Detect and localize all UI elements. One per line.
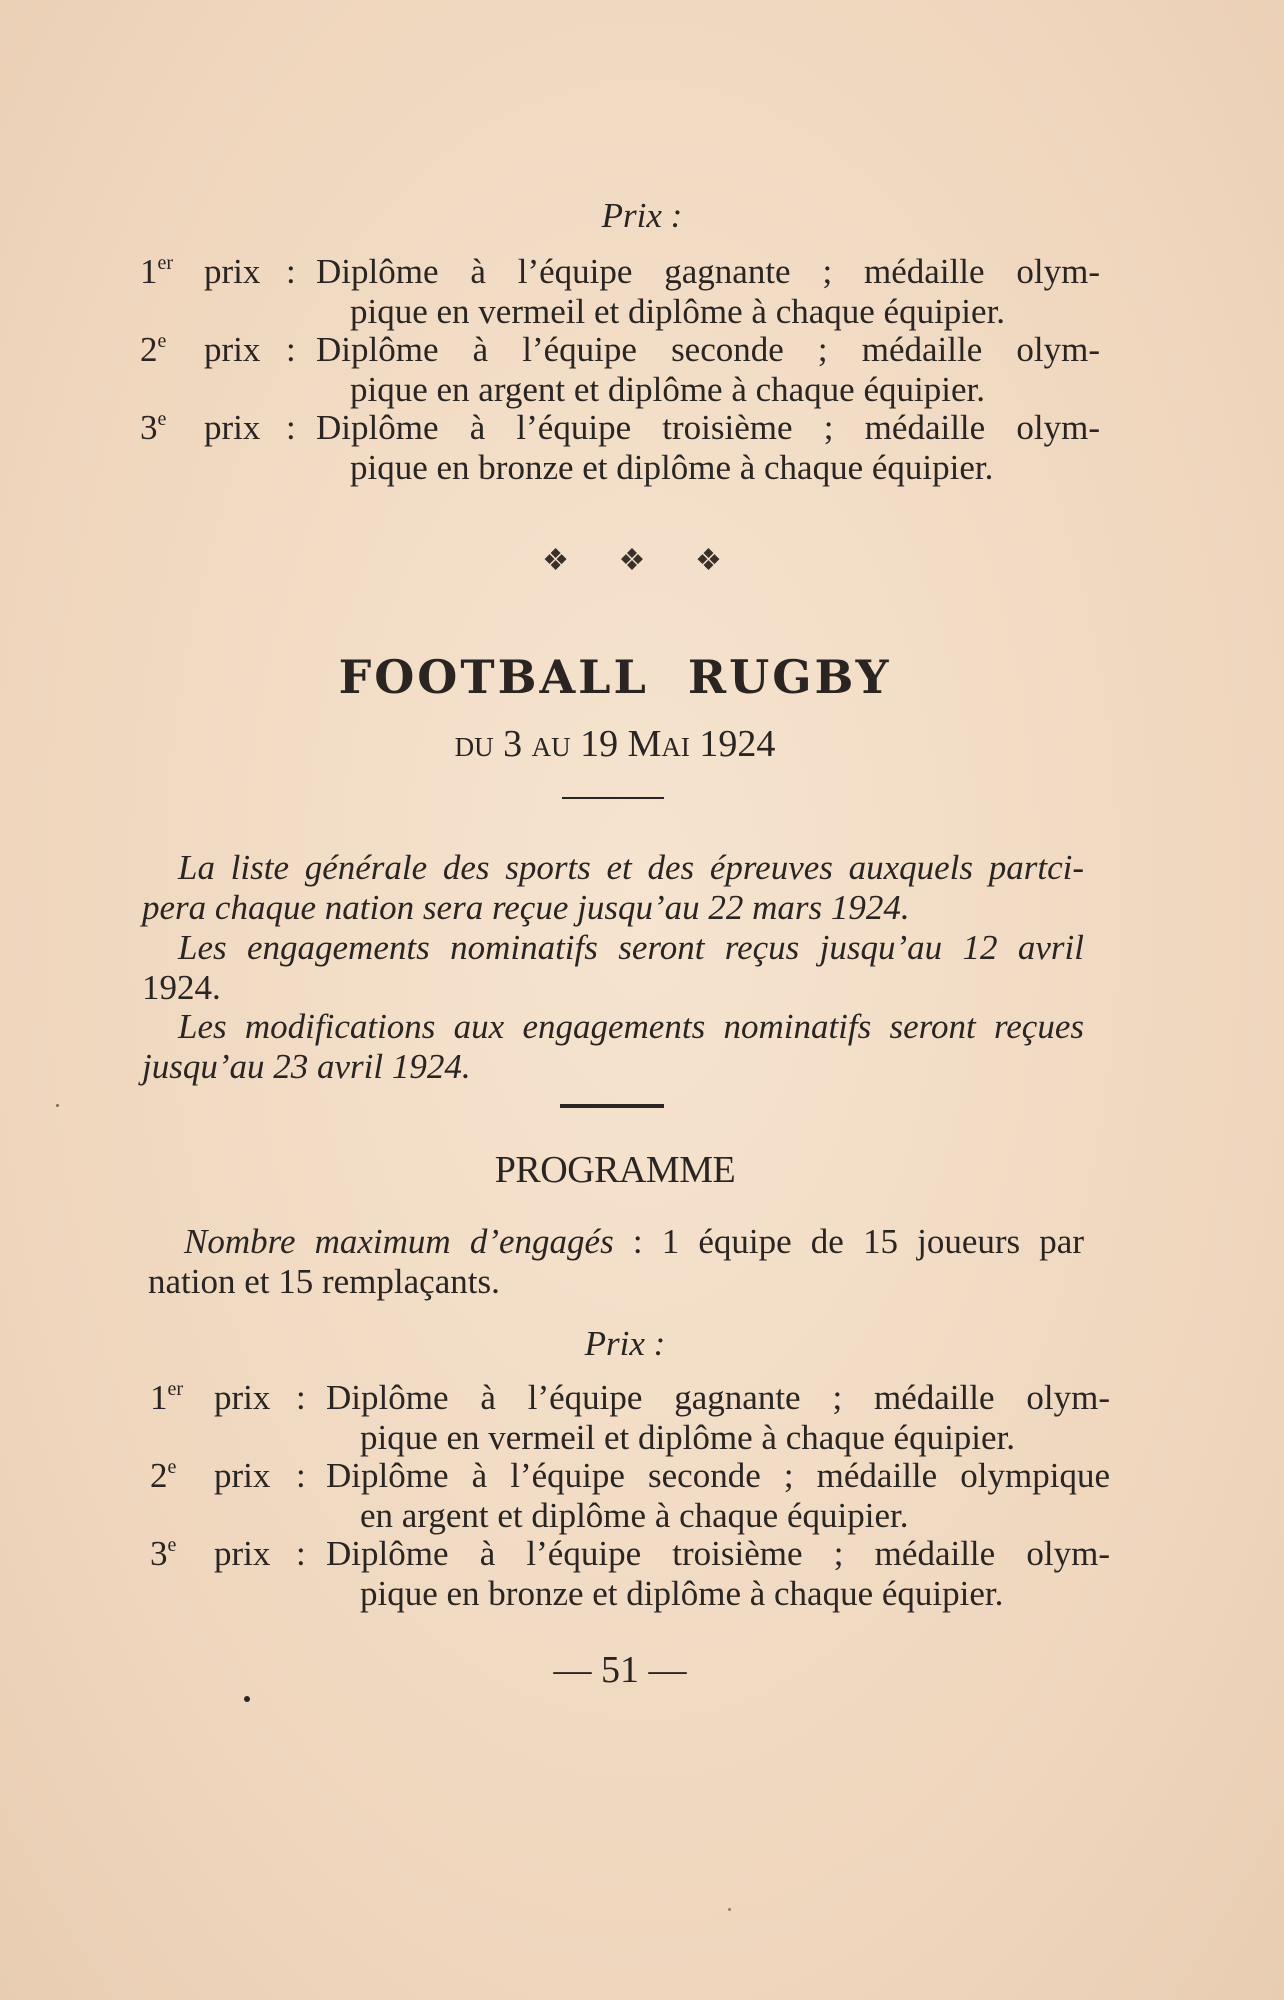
intro-p2-line2: 1924. [142,968,221,1007]
engages-label: Nombre maximum d’engagés [184,1222,614,1261]
intro-p3-line1: Les modifications aux engagements nominatifs seront reçues [178,1007,1084,1046]
prize-rank: 3e [140,408,167,447]
paper-speck [728,1908,731,1911]
engages-line1 [184,1222,1084,1262]
prize-word: prix [214,1378,271,1417]
paper-speck [244,1696,250,1702]
paper-speck [56,1104,59,1107]
prize-word: prix [204,330,261,369]
intro-p3-line2: jusqu’au 23 avril 1924. [142,1047,471,1086]
prize-text-line2: pique en bronze et diplôme à chaque équipier. [350,448,994,487]
prize-text-line1: Diplôme à l’équipe gagnante ; médaille olym- [326,1378,1110,1417]
prize-word: prix [204,252,261,291]
rule-2 [560,1104,664,1108]
prize-word: prix [214,1456,271,1495]
prize-text-line1: Diplôme à l’équipe troisième ; médaille olym- [326,1534,1110,1573]
prize-rank: 1er [150,1378,184,1417]
prize-text-line1: Diplôme à l’équipe seconde ; médaille olympique [326,1456,1110,1495]
prize-rank: 2e [140,330,167,369]
prize-rank: 2e [150,1456,177,1495]
ornament-divider: ❖ ❖ ❖ [542,543,742,578]
section-dates: du 3 au 19 Mai 1924 [454,723,776,765]
programme-heading: PROGRAMME [494,1149,736,1191]
prize-text-line2: en argent et diplôme à chaque équipier. [360,1496,909,1535]
page-number: — 51 — [553,1649,687,1691]
prize-colon: : [286,330,296,369]
intro-p1-line2: pera chaque nation sera reçue jusqu’au 22 mars 1924. [142,888,910,927]
prize-text-line2: pique en bronze et diplôme à chaque équipier. [360,1574,1004,1613]
prizes-heading-top: Prix : [601,196,683,235]
prize-text-line2: pique en vermeil et diplôme à chaque équipier. [360,1418,1016,1457]
section-title: FOOTBALL RUGBY [338,650,892,704]
prize-text-line1: Diplôme à l’équipe troisième ; médaille olym- [316,408,1100,447]
prizes-heading-bottom: Prix : [584,1324,666,1363]
prize-colon: : [296,1456,306,1495]
prize-rank: 3e [150,1534,177,1573]
prize-colon: : [286,408,296,447]
prize-word: prix [214,1534,271,1573]
prize-text-line2: pique en vermeil et diplôme à chaque équipier. [350,292,1006,331]
prize-text-line2: pique en argent et diplôme à chaque équipier. [350,370,985,409]
prize-rank: 1er [140,252,174,291]
prize-word: prix [204,408,261,447]
rule-1 [562,797,664,799]
engages-line2: nation et 15 remplaçants. [148,1262,500,1301]
prize-colon: : [296,1534,306,1573]
prize-text-line1: Diplôme à l’équipe seconde ; médaille olym- [316,330,1100,369]
intro-p2-line1: Les engagements nominatifs seront reçus jusqu’au 12 avril [178,928,1084,967]
intro-p1-line1: La liste générale des sports et des épreuves auxquels partci- [178,848,1084,887]
prize-text-line1: Diplôme à l’équipe gagnante ; médaille olym- [316,252,1100,291]
prize-colon: : [296,1378,306,1417]
prize-colon: : [286,252,296,291]
engages-value: : 1 équipe de 15 joueurs par [632,1222,1085,1261]
